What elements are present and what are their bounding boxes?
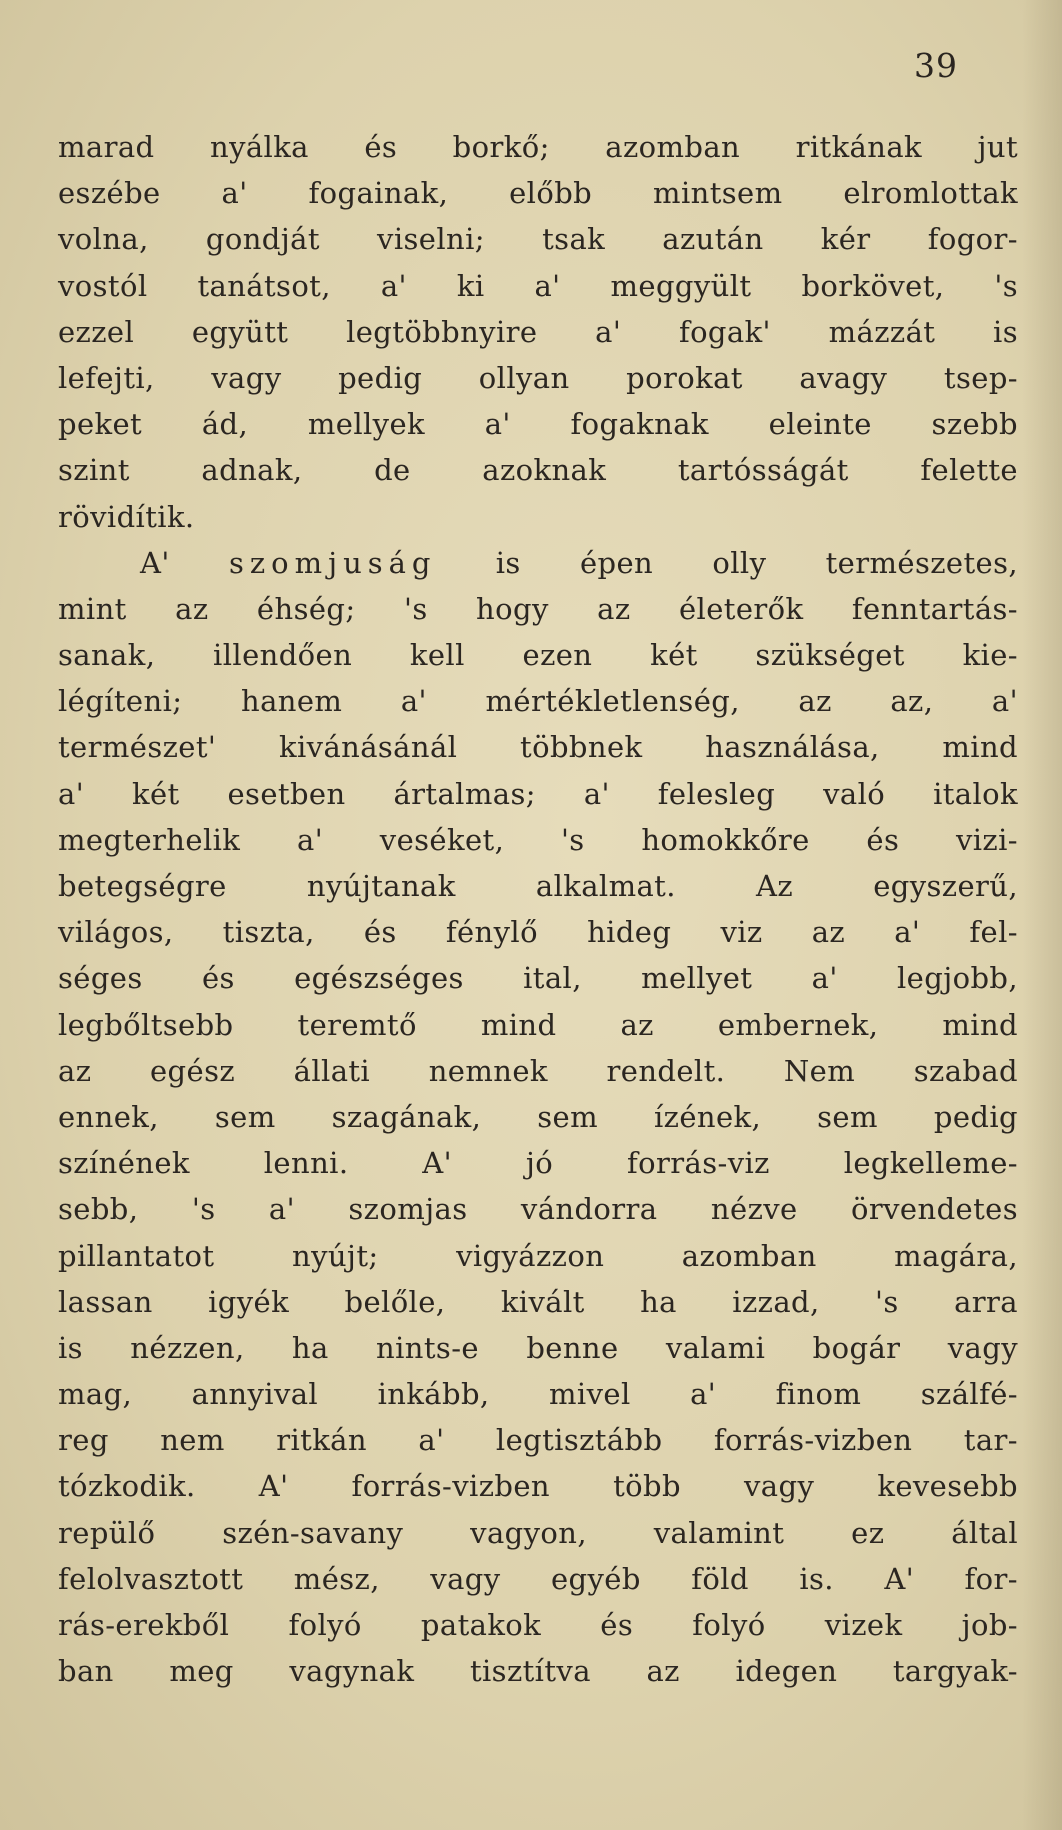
text-line: repülő szén-savany vagyon, valamint ez által <box>58 1515 1018 1550</box>
text-line: eszébe a' fogainak, előbb mintsem elromlottak <box>58 176 1018 211</box>
text-line: rövidítik. <box>58 499 195 534</box>
text-line: színének lenni. A' jó forrás-viz legkelleme- <box>58 1146 1018 1181</box>
line-lead: A' <box>140 545 229 580</box>
text-line: légíteni; hanem a' mértékletlenség, az az, a' <box>58 684 1018 719</box>
text-line: megterhelik a' veséket, 's homokkőre és vizi- <box>58 822 1018 857</box>
text-line: a' két esetben ártalmas; a' felesleg való italok <box>58 776 1018 811</box>
text-line: betegségre nyújtanak alkalmat. Az egyszerű, <box>58 869 1018 903</box>
text-line: felolvasztott mész, vagy egyéb föld is. A' for- <box>58 1561 1018 1596</box>
text-line: volna, gondját viselni; tsak azután kér fogor- <box>58 222 1018 257</box>
text-line: rás-erekből folyó patakok és folyó vizek job- <box>58 1608 1018 1642</box>
text-line: lefejti, vagy pedig ollyan porokat avagy tsep- <box>58 360 1018 395</box>
text-line: természet' kivánásánál többnek használása, mind <box>58 730 1018 765</box>
text-line: reg nem ritkán a' legtisztább forrás-vizben tar- <box>58 1423 1018 1458</box>
text-line: mag, annyival inkább, mivel a' finom szálfé- <box>58 1377 1018 1412</box>
text-line: séges és egészséges ital, mellyet a' legjobb, <box>58 961 1018 996</box>
line-rest: is épen olly természetes, <box>436 545 1018 580</box>
text-line: tózkodik. A' forrás-vizben több vagy kevesebb <box>58 1469 1018 1504</box>
text-line: vostól tanátsot, a' ki a' meggyült borkövet, 's <box>58 268 1018 303</box>
text-line: ennek, sem szagának, sem ízének, sem pedig <box>58 1099 1018 1134</box>
text-line: világos, tiszta, és fénylő hideg viz az a' fel- <box>58 915 1018 950</box>
text-line: az egész állati nemnek rendelt. Nem szabad <box>58 1053 1018 1088</box>
text-line: ban meg vagynak tisztítva az idegen targyak- <box>58 1654 1018 1689</box>
page-edge-shadow <box>1022 0 1062 1830</box>
text-line: pillantatot nyújt; vigyázzon azomban magára, <box>58 1238 1018 1273</box>
text-line: sanak, illendően kell ezen két szükséget kie- <box>58 638 1018 673</box>
page-number: 39 <box>914 46 958 85</box>
text-line: mint az éhség; 's hogy az életerők fenntartás- <box>58 591 1018 626</box>
emphasized-word: szomjuság <box>228 545 437 580</box>
text-line: ezzel együtt legtöbbnyire a' fogak' mázzát is <box>58 314 1018 349</box>
text-line: szint adnak, de azoknak tartósságát felette <box>58 453 1018 488</box>
text-line: legbőltsebb teremtő mind az embernek, mind <box>58 1007 1018 1042</box>
text-line: peket ád, mellyek a' fogaknak eleinte szebb <box>58 407 1018 442</box>
text-line: lassan igyék belőle, kivált ha izzad, 's arra <box>58 1284 1018 1319</box>
body-text <box>58 124 1018 1694</box>
text-line: marad nyálka és borkő; azomban ritkának jut <box>58 130 1018 164</box>
paragraph-start-line <box>58 540 1018 586</box>
text-line: sebb, 's a' szomjas vándorra nézve örvendetes <box>58 1192 1018 1227</box>
text-line: is nézzen, ha nints-e benne valami bogár vagy <box>58 1330 1018 1365</box>
